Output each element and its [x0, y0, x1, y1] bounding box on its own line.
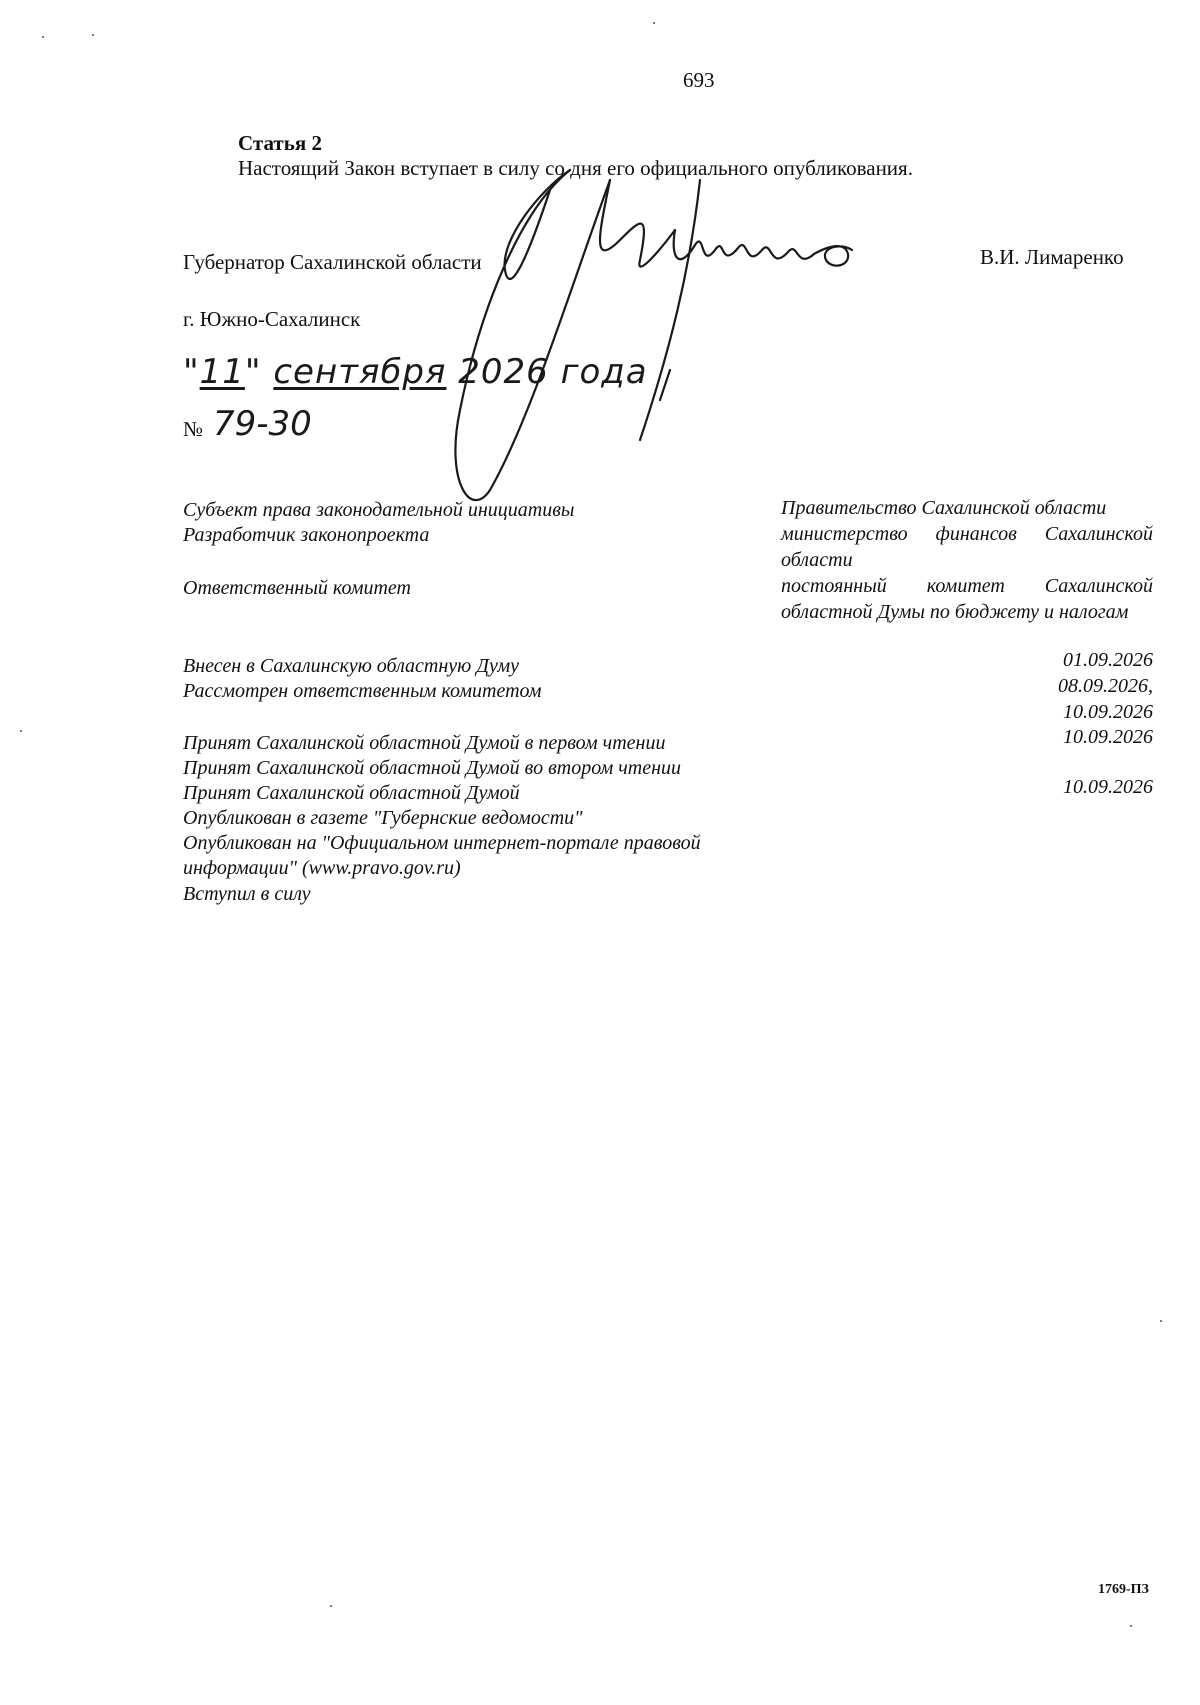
- effective-label: Вступил в силу: [183, 883, 311, 905]
- speck: [42, 36, 44, 38]
- law-number: 79-30: [213, 404, 312, 444]
- adopted-date: 10.09.2026: [1063, 776, 1153, 798]
- subject-value: Правительство Сахалинской области: [781, 497, 1107, 519]
- committee-value: постоянный комитет Сахалинской областной Думы по бюджету и налогам: [781, 575, 1153, 623]
- reviewed-label: Рассмотрен ответственным комитетом: [183, 680, 542, 702]
- speck: [1130, 1625, 1132, 1627]
- speck: [1160, 1320, 1162, 1322]
- reviewed-date-2: 10.09.2026: [1063, 701, 1153, 723]
- handwritten-date: [183, 352, 648, 392]
- published-portal-label-line2: информации" (www.pravo.gov.ru): [183, 857, 461, 879]
- number-label: №: [183, 417, 204, 441]
- date-month: сентября: [273, 352, 447, 392]
- document-code: 1769-ПЗ: [1098, 1582, 1149, 1597]
- article-heading: Статья 2: [238, 131, 322, 155]
- date-suffix: года: [560, 352, 648, 392]
- speck: [20, 730, 22, 732]
- second-reading-label: Принят Сахалинской областной Думой во втором чтении: [183, 757, 682, 779]
- article-text: Настоящий Закон вступает в силу со дня его официального опубликования.: [238, 156, 913, 180]
- published-portal-label-line1: Опубликован на "Официальном интернет-портале правовой: [183, 832, 701, 854]
- submitted-date: 01.09.2026: [1063, 649, 1153, 671]
- date-close-quote: ": [244, 352, 262, 392]
- first-reading-date: 10.09.2026: [1063, 726, 1153, 748]
- page-number: 693: [683, 68, 715, 92]
- city-line: г. Южно-Сахалинск: [183, 307, 361, 331]
- governor-signature: [400, 150, 1000, 530]
- first-reading-label: Принят Сахалинской областной Думой в первом чтении: [183, 732, 666, 754]
- subject-label: Субъект права законодательной инициативы: [183, 499, 575, 521]
- reviewed-date-1: 08.09.2026,: [1058, 675, 1153, 697]
- developer-value: министерство финансов Сахалинской области: [781, 523, 1153, 571]
- date-year: 2026: [458, 352, 549, 392]
- speck: [92, 34, 94, 36]
- speck: [330, 1605, 332, 1607]
- published-newspaper-label: Опубликован в газете "Губернские ведомости": [183, 807, 583, 829]
- date-open-quote: ": [183, 352, 200, 392]
- developer-label: Разработчик законопроекта: [183, 524, 430, 546]
- speck: [653, 22, 655, 24]
- date-day: 11: [199, 352, 245, 392]
- governor-title: Губернатор Сахалинской области: [183, 250, 482, 274]
- committee-label: Ответственный комитет: [183, 577, 411, 599]
- governor-name: В.И. Лимаренко: [980, 245, 1124, 269]
- adopted-label: Принят Сахалинской областной Думой: [183, 782, 520, 804]
- submitted-label: Внесен в Сахалинскую областную Думу: [183, 655, 520, 677]
